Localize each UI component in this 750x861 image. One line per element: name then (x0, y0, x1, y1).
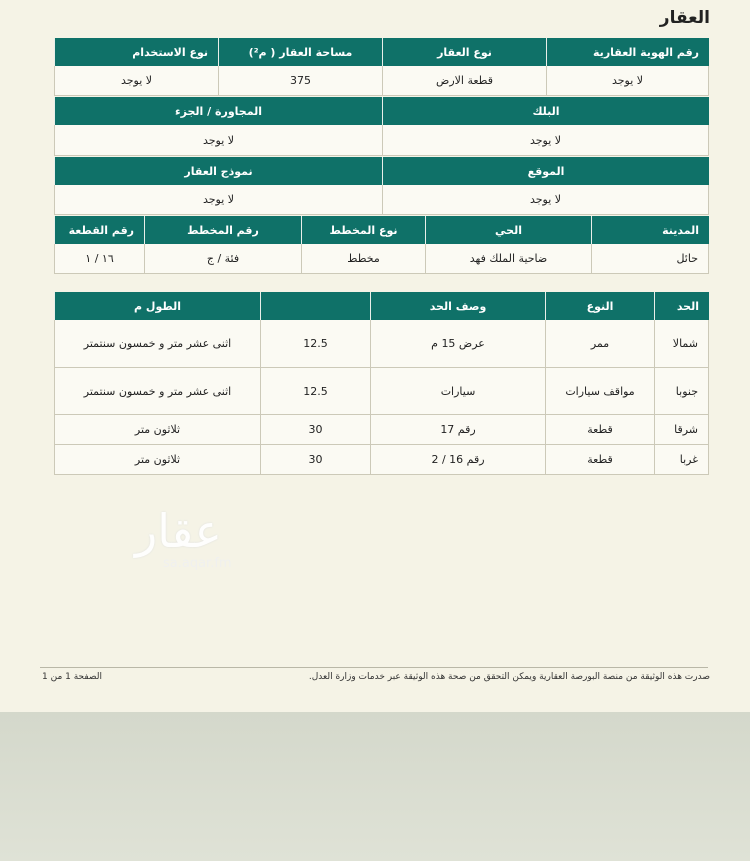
row-west-direction: غربا (654, 445, 709, 475)
value-block: لا يوجد (382, 125, 709, 156)
row-west-type: قطعة (545, 445, 654, 475)
value-plan-number: فئة / ج (144, 244, 301, 274)
row-east-description: رقم 17 (370, 415, 545, 445)
row-west-length-words: ثلاثون متر (54, 445, 260, 475)
row-south-length: 12.5 (260, 368, 370, 415)
row-south-type: مواقف سيارات (545, 368, 654, 415)
header-property-area: مساحة العقار ( م²) (218, 38, 382, 66)
header-location: الموقع (382, 157, 709, 185)
watermark-logo: عقار (135, 504, 222, 558)
row-east-type: قطعة (545, 415, 654, 445)
section-title: العقار (659, 8, 710, 28)
value-district: ضاحية الملك فهد (425, 244, 591, 274)
value-property-area: 375 (218, 66, 382, 96)
header-property-model: نموذج العقار (54, 157, 382, 185)
footer-divider (40, 667, 708, 668)
plan-table (54, 216, 709, 274)
value-plot-number: ١٦ / ١ (54, 244, 144, 274)
header-district: الحي (425, 216, 591, 244)
value-neighborhood-part: لا يوجد (54, 125, 382, 156)
row-east-length: 30 (260, 415, 370, 445)
row-north-length-words: اثنى عشر متر و خمسون سنتمتر (54, 320, 260, 368)
value-plan-type: مخطط (301, 244, 425, 274)
row-east-direction: شرقا (654, 415, 709, 445)
row-north-length: 12.5 (260, 320, 370, 368)
row-north-type: ممر (545, 320, 654, 368)
header-plan-number: رقم المخطط (144, 216, 301, 244)
row-west-length: 30 (260, 445, 370, 475)
row-south-length-words: اثنى عشر متر و خمسون سنتمتر (54, 368, 260, 415)
boundaries-table (54, 292, 709, 475)
location-table (54, 157, 709, 215)
header-block: البلك (382, 97, 709, 125)
header-length-value (260, 292, 370, 320)
aqar-watermark (135, 504, 232, 571)
header-property-type: نوع العقار (382, 38, 546, 66)
value-usage-type: لا يوجد (54, 66, 218, 96)
property-info-table (54, 38, 709, 96)
header-length: الطول م (54, 292, 260, 320)
header-usage-type: نوع الاستخدام (54, 38, 218, 66)
row-north-description: عرض 15 م (370, 320, 545, 368)
watermark-url: sa.aqar.fm (163, 556, 232, 571)
header-plan-type: نوع المخطط (301, 216, 425, 244)
footer-note: صدرت هذه الوثيقة من منصة البورصة العقارية ويمكن التحقق من صحة هذه الوثيقة عبر خدمات وزارة العدل. (308, 672, 710, 682)
row-south-direction: جنوبا (654, 368, 709, 415)
row-east-length-words: ثلاثون متر (54, 415, 260, 445)
header-boundary-type: النوع (545, 292, 654, 320)
value-property-type: قطعة الارض (382, 66, 546, 96)
value-property-id: لا يوجد (546, 66, 709, 96)
header-plot-number: رقم القطعة (54, 216, 144, 244)
header-boundary: الحد (654, 292, 709, 320)
row-south-description: سيارات (370, 368, 545, 415)
header-property-id: رقم الهوية العقارية (546, 38, 709, 66)
value-location: لا يوجد (382, 185, 709, 215)
block-table (54, 97, 709, 156)
value-city: حائل (591, 244, 709, 274)
value-property-model: لا يوجد (54, 185, 382, 215)
header-boundary-description: وصف الحد (370, 292, 545, 320)
page-number: الصفحة 1 من 1 (42, 672, 102, 682)
row-west-description: رقم 16 / 2 (370, 445, 545, 475)
header-city: المدينة (591, 216, 709, 244)
row-north-direction: شمالا (654, 320, 709, 368)
background-area (0, 712, 750, 861)
header-neighborhood-part: المجاورة / الجزء (54, 97, 382, 125)
